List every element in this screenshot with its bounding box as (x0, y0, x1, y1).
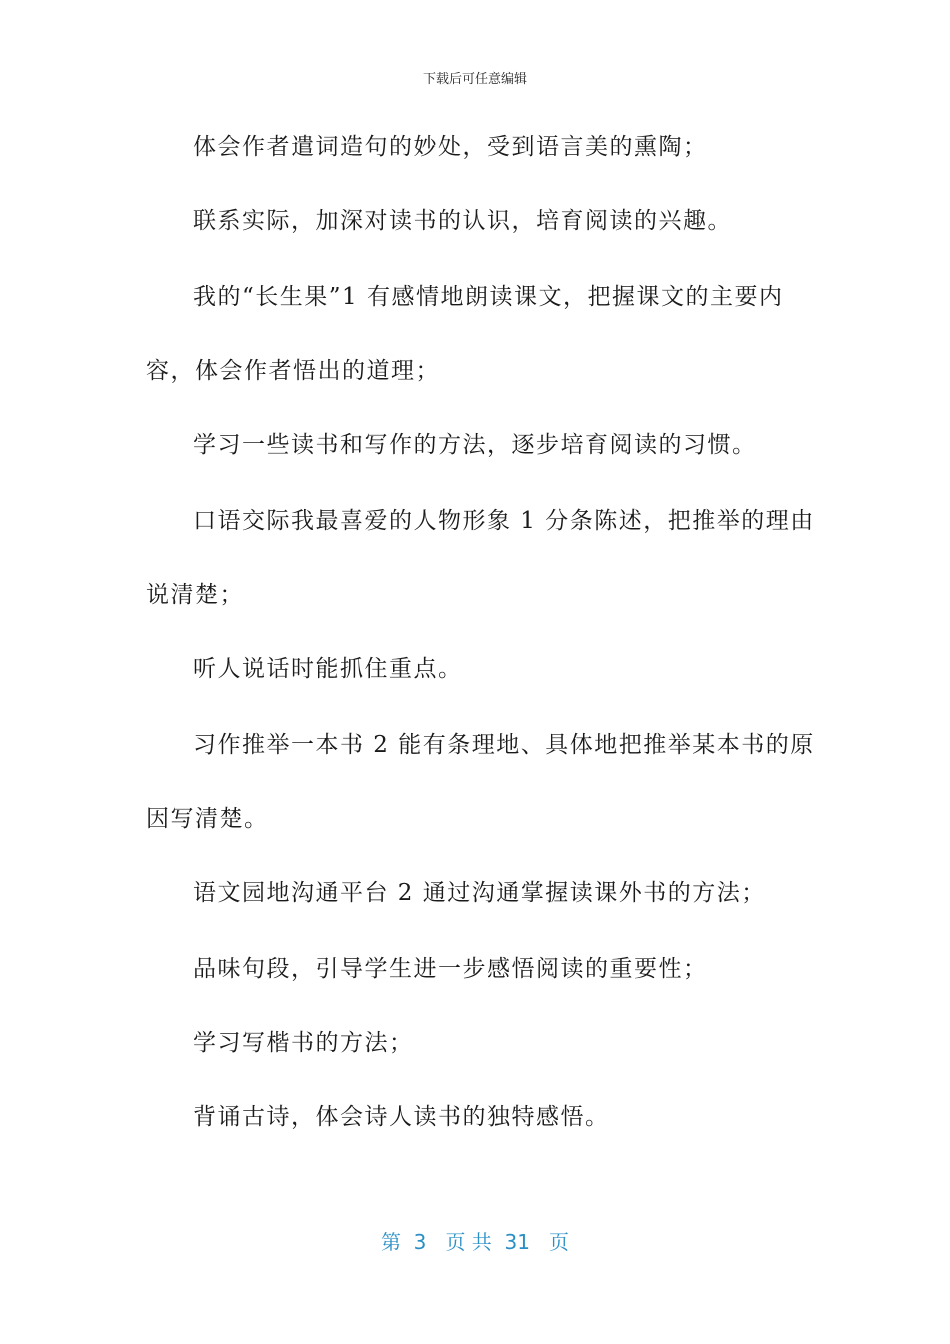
text-line: 学习写楷书的方法； (193, 1030, 414, 1056)
page-number: 第 3 页 共 31 页 (380, 1230, 570, 1254)
text-line: 背诵古诗，体会诗人读书的独特感悟。 (193, 1104, 610, 1130)
text-line: 体会作者遣词造句的妙处，受到语言美的熏陶； (193, 134, 708, 160)
text-line: 我的“长生果”1 有感情地朗读课文，把握课文的主要内 (193, 284, 784, 310)
text-line: 容，体会作者悟出的道理； (146, 358, 440, 384)
text-line: 听人说话时能抓住重点。 (193, 656, 463, 682)
text-line: 因写清楚。 (146, 806, 269, 832)
header-note: 下载后可任意编辑 (422, 72, 527, 87)
text-line: 习作推举一本书 2 能有条理地、具体地把推举某本书的原 (193, 732, 815, 758)
text-line: 品味句段，引导学生进一步感悟阅读的重要性； (193, 956, 708, 982)
text-line: 说清楚； (146, 582, 244, 608)
text-line: 口语交际我最喜爱的人物形象 1 分条陈述，把推举的理由 (193, 508, 815, 534)
text-line: 学习一些读书和写作的方法，逐步培育阅读的习惯。 (193, 432, 757, 458)
text-line: 联系实际，加深对读书的认识，培育阅读的兴趣。 (193, 208, 732, 234)
text-line: 语文园地沟通平台 2 通过沟通掌握读课外书的方法； (193, 880, 766, 906)
